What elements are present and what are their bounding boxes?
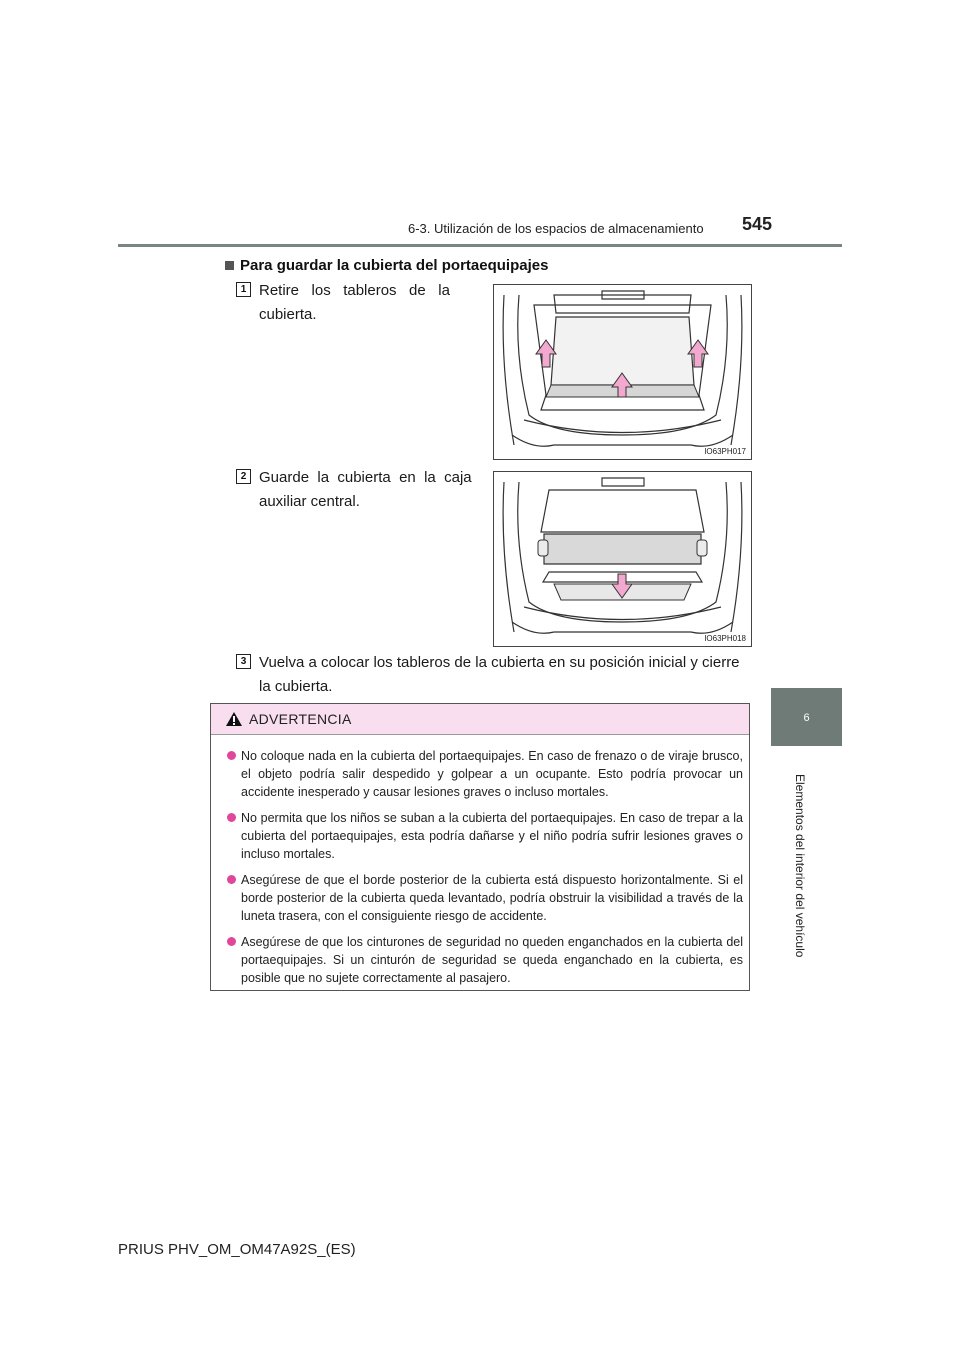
- step-2-line-1: Guarde la cubierta en la caja: [259, 469, 472, 486]
- document-code: PRIUS PHV_OM_OM47A92S_(ES): [118, 1241, 356, 1258]
- warning-box: [210, 703, 750, 991]
- pink-bullet-icon: [227, 937, 236, 946]
- step-3-text: [259, 651, 759, 699]
- pink-bullet-icon: [227, 875, 236, 884]
- step-3-line-1: Vuelva a colocar los tableros de la cubierta en su posición inicial y cierre: [259, 654, 740, 671]
- pink-bullet-icon: [227, 813, 236, 822]
- step-1-line-2: cubierta.: [259, 306, 317, 323]
- chapter-side-label: [771, 774, 842, 984]
- warning-item: [227, 809, 743, 863]
- warning-item-text: Asegúrese de que el borde posterior de la cubierta está dispuesto horizontalmente. Si el borde posterior de la cubierta queda levantado, podría obstruir la visibilidad a través de la luneta trasera, con el consiguiente riesgo de accidente.: [241, 873, 743, 923]
- step-3-line-2: la cubierta.: [259, 678, 333, 695]
- section-title: [225, 257, 548, 274]
- figure-store-cover: [493, 471, 752, 647]
- warning-item-text: No permita que los niños se suban a la cubierta del portaequipajes. En caso de trepar a la cubierta del portaequipajes, esta podría dañarse y el niño podría sufrir lesiones graves o incluso mortales.: [241, 811, 743, 861]
- warning-item-text: No coloque nada en la cubierta del portaequipajes. En caso de frenazo o de viraje brusco, el objeto podría salir despedido y golpear a un ocupante. Esto podría provocar un accidente inesperado y causar lesiones graves o incluso mortales.: [241, 749, 743, 799]
- chapter-tab: [771, 688, 842, 746]
- running-header-section: 6-3. Utilización de los espacios de almacenamiento: [408, 221, 704, 236]
- warning-item-text: Asegúrese de que los cinturones de seguridad no queden enganchados en la cubierta del portaequipajes. Si un cinturón de seguridad se queda enganchado en la cubierta, es posible que no sujete correctamente al pasajero.: [241, 935, 743, 985]
- step-2-text: [259, 466, 479, 514]
- figure-code: IO63PH017: [704, 447, 746, 456]
- step-1-line-1: Retire los tableros de la: [259, 282, 450, 299]
- trunk-illustration-2: [494, 472, 751, 646]
- warning-item: [227, 933, 743, 987]
- square-bullet-icon: [225, 261, 234, 270]
- chapter-number: 6: [803, 712, 810, 724]
- figure-code: IO63PH018: [704, 634, 746, 643]
- figure-remove-boards: [493, 284, 752, 460]
- step-2-line-2: auxiliar central.: [259, 493, 360, 510]
- chapter-title: Elementos del interior del vehículo: [793, 774, 807, 958]
- pink-bullet-icon: [227, 751, 236, 760]
- warning-item: [227, 747, 743, 801]
- step-number-2: 2: [236, 469, 251, 484]
- warning-item: [227, 871, 743, 925]
- header-divider: [118, 244, 842, 247]
- warning-title: ADVERTENCIA: [249, 711, 352, 727]
- step-number-1: 1: [236, 282, 251, 297]
- step-number-3: 3: [236, 654, 251, 669]
- warning-triangle-icon: [225, 711, 243, 727]
- page-number: 545: [742, 214, 773, 234]
- warning-header: [211, 704, 749, 735]
- trunk-illustration-1: [494, 285, 751, 459]
- section-title-text: Para guardar la cubierta del portaequipajes: [240, 257, 549, 274]
- warning-list: [211, 735, 749, 987]
- step-1-text: [259, 279, 479, 327]
